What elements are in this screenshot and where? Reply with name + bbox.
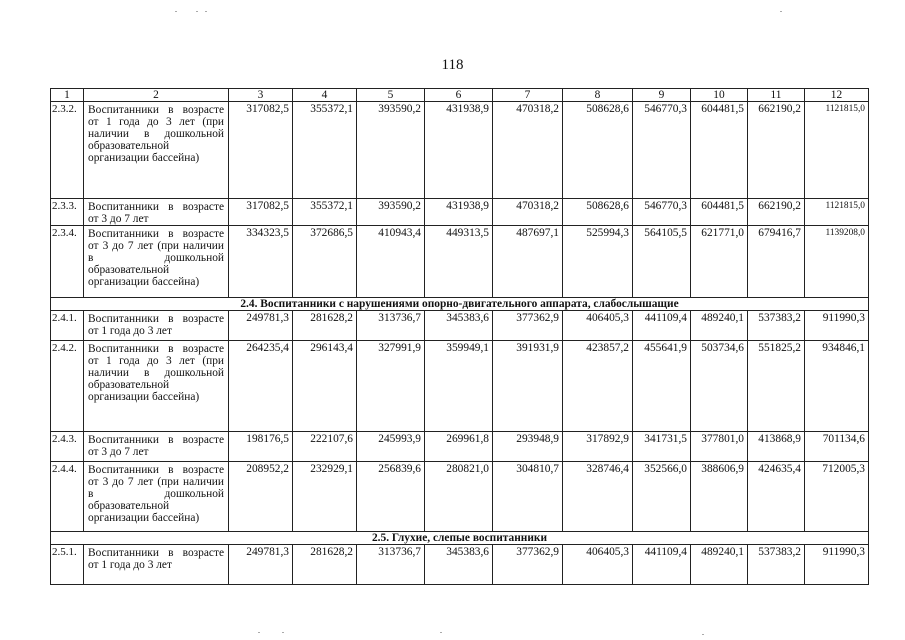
column-number: 11 [748, 89, 805, 102]
value-cell: 537383,2 [748, 311, 805, 341]
value-cell: 345383,6 [425, 311, 493, 341]
value-cell: 564105,5 [633, 226, 691, 298]
value-cell: 313736,7 [357, 545, 425, 585]
value-cell: 424635,4 [748, 462, 805, 532]
row-code: 2.3.2. [51, 102, 84, 199]
value-cell: 1121815,0 [805, 199, 869, 226]
value-cell: 317082,5 [229, 102, 293, 199]
column-number: 5 [357, 89, 425, 102]
value-cell: 525994,3 [563, 226, 633, 298]
value-cell: 406405,3 [563, 311, 633, 341]
section-title: 2.4. Воспитанники с нарушениями опорно-двигательного аппарата, слабослышащие [51, 298, 869, 311]
value-cell: 222107,6 [293, 432, 357, 462]
row-code: 2.4.1. [51, 311, 84, 341]
value-cell: 256839,6 [357, 462, 425, 532]
value-cell: 281628,2 [293, 311, 357, 341]
value-cell: 537383,2 [748, 545, 805, 585]
column-number: 8 [563, 89, 633, 102]
row-description: Воспитанники в возрасте от 3 до 7 лет [84, 432, 229, 462]
value-cell: 355372,1 [293, 102, 357, 199]
value-cell: 372686,5 [293, 226, 357, 298]
value-cell: 679416,7 [748, 226, 805, 298]
table-row [51, 432, 869, 462]
table-row [51, 311, 869, 341]
value-cell: 391931,9 [493, 341, 563, 432]
value-cell: 1139208,0 [805, 226, 869, 298]
table-row [51, 545, 869, 585]
value-cell: 1121815,0 [805, 102, 869, 199]
value-cell: 198176,5 [229, 432, 293, 462]
column-number: 1 [51, 89, 84, 102]
value-cell: 604481,5 [691, 199, 748, 226]
column-number: 2 [84, 89, 229, 102]
value-cell: 293948,9 [493, 432, 563, 462]
value-cell: 455641,9 [633, 341, 691, 432]
value-cell: 317082,5 [229, 199, 293, 226]
value-cell: 701134,6 [805, 432, 869, 462]
value-cell: 249781,3 [229, 311, 293, 341]
value-cell: 911990,3 [805, 545, 869, 585]
value-cell: 503734,6 [691, 341, 748, 432]
column-number: 9 [633, 89, 691, 102]
table-row [51, 462, 869, 532]
value-cell: 431938,9 [425, 199, 493, 226]
row-code: 2.3.4. [51, 226, 84, 298]
value-cell: 345383,6 [425, 545, 493, 585]
value-cell: 304810,7 [493, 462, 563, 532]
value-cell: 489240,1 [691, 311, 748, 341]
row-code: 2.4.3. [51, 432, 84, 462]
table-row [51, 102, 869, 199]
value-cell: 413868,9 [748, 432, 805, 462]
value-cell: 352566,0 [633, 462, 691, 532]
row-code: 2.5.1. [51, 545, 84, 585]
value-cell: 621771,0 [691, 226, 748, 298]
column-number: 10 [691, 89, 748, 102]
value-cell: 232929,1 [293, 462, 357, 532]
row-description: Воспитанники в возрасте от 1 года до 3 лет (при наличии в дошкольной образовательной организации бассейна) [84, 102, 229, 199]
column-number: 6 [425, 89, 493, 102]
value-cell: 245993,9 [357, 432, 425, 462]
section-row [51, 532, 869, 545]
tariff-table [50, 88, 869, 585]
value-cell: 406405,3 [563, 545, 633, 585]
row-description: Воспитанники в возрасте от 1 года до 3 лет [84, 311, 229, 341]
value-cell: 410943,4 [357, 226, 425, 298]
value-cell: 546770,3 [633, 199, 691, 226]
column-number: 4 [293, 89, 357, 102]
table-row [51, 226, 869, 298]
header-row [51, 89, 869, 102]
value-cell: 546770,3 [633, 102, 691, 199]
value-cell: 911990,3 [805, 311, 869, 341]
value-cell: 423857,2 [563, 341, 633, 432]
row-description: Воспитанники в возрасте от 3 до 7 лет (при наличии в дошкольной образовательной организации бассейна) [84, 226, 229, 298]
table-row [51, 199, 869, 226]
row-description: Воспитанники в возрасте от 1 года до 3 лет (при наличии в дошкольной образовательной организации бассейна) [84, 341, 229, 432]
value-cell: 393590,2 [357, 199, 425, 226]
value-cell: 341731,5 [633, 432, 691, 462]
row-code: 2.4.2. [51, 341, 84, 432]
table-row [51, 341, 869, 432]
value-cell: 377362,9 [493, 311, 563, 341]
row-description: Воспитанники в возрасте от 3 до 7 лет (при наличии в дошкольной образовательной организации бассейна) [84, 462, 229, 532]
value-cell: 487697,1 [493, 226, 563, 298]
column-number: 7 [493, 89, 563, 102]
value-cell: 934846,1 [805, 341, 869, 432]
value-cell: 264235,4 [229, 341, 293, 432]
value-cell: 388606,9 [691, 462, 748, 532]
value-cell: 296143,4 [293, 341, 357, 432]
value-cell: 551825,2 [748, 341, 805, 432]
value-cell: 441109,4 [633, 545, 691, 585]
value-cell: 208952,2 [229, 462, 293, 532]
value-cell: 280821,0 [425, 462, 493, 532]
value-cell: 377801,0 [691, 432, 748, 462]
value-cell: 313736,7 [357, 311, 425, 341]
section-row [51, 298, 869, 311]
row-code: 2.4.4. [51, 462, 84, 532]
value-cell: 328746,4 [563, 462, 633, 532]
value-cell: 377362,9 [493, 545, 563, 585]
value-cell: 489240,1 [691, 545, 748, 585]
value-cell: 662190,2 [748, 199, 805, 226]
value-cell: 393590,2 [357, 102, 425, 199]
section-title: 2.5. Глухие, слепые воспитанники [51, 532, 869, 545]
value-cell: 441109,4 [633, 311, 691, 341]
value-cell: 449313,5 [425, 226, 493, 298]
row-code: 2.3.3. [51, 199, 84, 226]
value-cell: 359949,1 [425, 341, 493, 432]
value-cell: 269961,8 [425, 432, 493, 462]
value-cell: 317892,9 [563, 432, 633, 462]
row-description: Воспитанники в возрасте от 3 до 7 лет [84, 199, 229, 226]
column-number: 3 [229, 89, 293, 102]
value-cell: 470318,2 [493, 102, 563, 199]
value-cell: 508628,6 [563, 102, 633, 199]
value-cell: 281628,2 [293, 545, 357, 585]
value-cell: 327991,9 [357, 341, 425, 432]
row-description: Воспитанники в возрасте от 1 года до 3 лет [84, 545, 229, 585]
page-number: 118 [441, 57, 464, 73]
value-cell: 355372,1 [293, 199, 357, 226]
value-cell: 662190,2 [748, 102, 805, 199]
value-cell: 604481,5 [691, 102, 748, 199]
column-number: 12 [805, 89, 869, 102]
value-cell: 431938,9 [425, 102, 493, 199]
value-cell: 508628,6 [563, 199, 633, 226]
value-cell: 712005,3 [805, 462, 869, 532]
value-cell: 470318,2 [493, 199, 563, 226]
value-cell: 249781,3 [229, 545, 293, 585]
value-cell: 334323,5 [229, 226, 293, 298]
